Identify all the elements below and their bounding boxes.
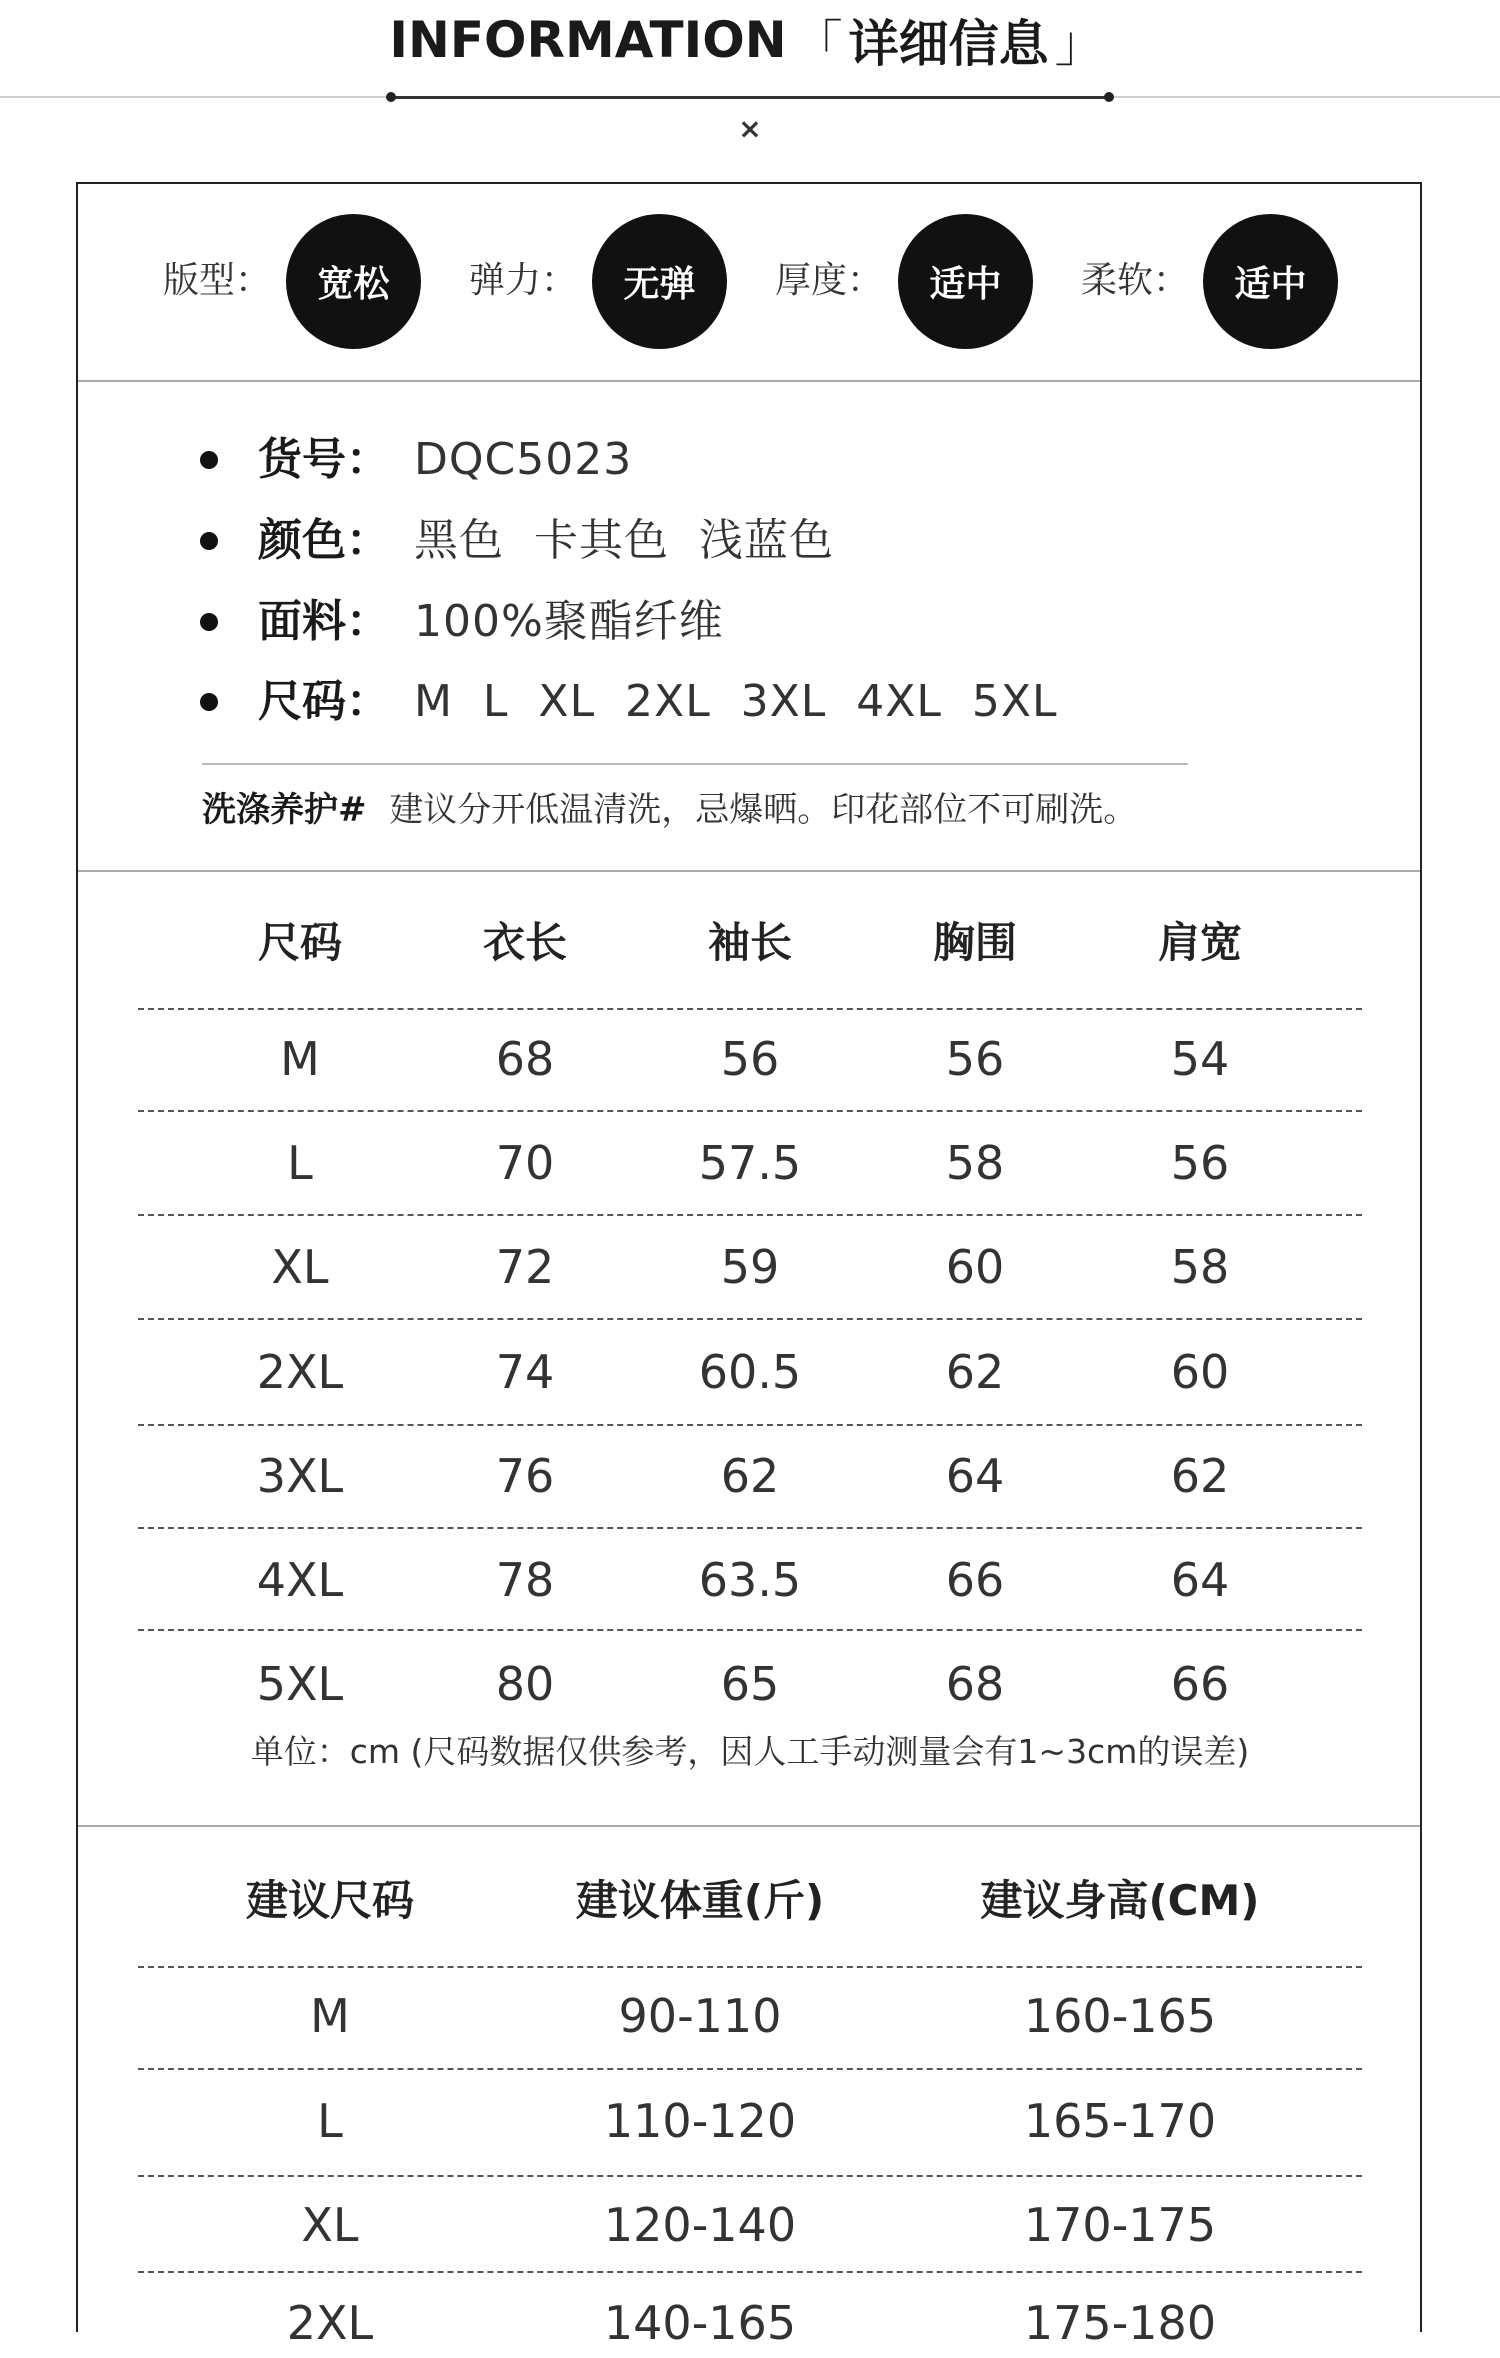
- care-label: 洗涤养护#: [202, 790, 367, 830]
- column-header: 建议体重(斤): [575, 1876, 825, 1925]
- column-header: 衣长: [482, 918, 567, 967]
- title-english: INFORMATION: [389, 11, 787, 69]
- table-cell: 60.5: [698, 1345, 802, 1399]
- section-divider-specs: [78, 870, 1420, 872]
- table-cell: 5XL: [256, 1657, 344, 1711]
- table-cell: M: [310, 1989, 350, 2043]
- spec-item: [200, 592, 724, 652]
- table-cell: 170-175: [1023, 2198, 1217, 2252]
- table-cell: 62: [945, 1345, 1005, 1399]
- table-cell: 90-110: [618, 1989, 782, 2043]
- table-cell: 66: [945, 1553, 1005, 1607]
- title-chinese: 详细信息: [848, 15, 1049, 73]
- care-instructions: [202, 785, 1137, 835]
- table-cell: 57.5: [698, 1136, 802, 1190]
- table-cell: 78: [495, 1553, 555, 1607]
- table-cell: 2XL: [286, 2296, 374, 2350]
- spec-value: 100%聚酯纤维: [414, 596, 724, 647]
- column-header: 建议身高(CM): [980, 1876, 1260, 1925]
- table-cell: 65: [720, 1657, 780, 1711]
- spec-label: 货号：: [258, 434, 390, 485]
- table-cell: 56: [720, 1032, 780, 1086]
- bullet-icon: [200, 693, 218, 711]
- table-cell: 58: [945, 1136, 1005, 1190]
- row-divider: [138, 2271, 1362, 2273]
- table-cell: 140-165: [603, 2296, 797, 2350]
- row-divider: [138, 2068, 1362, 2070]
- column-header: 胸围: [932, 918, 1017, 967]
- column-header: 尺码: [257, 918, 342, 967]
- attr-softness-label: 柔软：: [1081, 260, 1190, 301]
- table-cell: 58: [1170, 1240, 1230, 1294]
- attr-stretch-badge: 无弹: [592, 214, 727, 349]
- table-cell: 62: [720, 1449, 780, 1503]
- column-header: 肩宽: [1157, 918, 1242, 967]
- table-cell: 64: [1170, 1553, 1230, 1607]
- table-cell: 4XL: [256, 1553, 344, 1607]
- attr-thickness-label: 厚度：: [775, 260, 884, 301]
- table-cell: 54: [1170, 1032, 1230, 1086]
- bullet-icon: [200, 532, 218, 550]
- bullet-icon: [200, 613, 218, 631]
- spec-item: [200, 672, 1058, 732]
- table-cell: 120-140: [603, 2198, 797, 2252]
- table-cell: 110-120: [603, 2094, 797, 2148]
- care-text: 建议分开低温清洗，忌爆晒。印花部位不可刷洗。: [389, 790, 1138, 830]
- spec-value: DQC5023: [414, 434, 633, 485]
- spec-value: M L XL 2XL 3XL 4XL 5XL: [414, 676, 1058, 727]
- spec-value: 黑色 卡其色 浅蓝色: [414, 515, 834, 566]
- table-cell: M: [280, 1032, 320, 1086]
- table-cell: 160-165: [1023, 1989, 1217, 2043]
- row-divider: [138, 1008, 1362, 1010]
- row-divider: [138, 1214, 1362, 1216]
- table-cell: 63.5: [698, 1553, 802, 1607]
- table-cell: 68: [945, 1657, 1005, 1711]
- table-cell: 74: [495, 1345, 555, 1399]
- table-cell: L: [317, 2094, 343, 2148]
- row-divider: [138, 1424, 1362, 1426]
- size-unit-note: 单位：cm (尺码数据仅供参考，因人工手动测量会有1~3cm的误差): [250, 1732, 1250, 1771]
- table-cell: 62: [1170, 1449, 1230, 1503]
- page-title: [0, 10, 1500, 73]
- attr-softness-badge: 适中: [1203, 214, 1338, 349]
- divider-dot-right: [1104, 92, 1114, 102]
- table-cell: 72: [495, 1240, 555, 1294]
- row-divider: [138, 1110, 1362, 1112]
- row-divider: [138, 1966, 1362, 1968]
- spec-divider: [202, 763, 1188, 765]
- spec-label: 面料：: [258, 596, 390, 647]
- table-cell: 2XL: [256, 1345, 344, 1399]
- spec-label: 颜色：: [258, 515, 390, 566]
- attr-thickness-badge: 适中: [898, 214, 1033, 349]
- row-divider: [138, 2175, 1362, 2177]
- table-cell: 59: [720, 1240, 780, 1294]
- row-divider: [138, 1527, 1362, 1529]
- table-cell: XL: [271, 1240, 329, 1294]
- table-cell: 60: [945, 1240, 1005, 1294]
- table-cell: 64: [945, 1449, 1005, 1503]
- table-cell: 56: [945, 1032, 1005, 1086]
- section-divider-attributes: [78, 380, 1420, 382]
- table-cell: 76: [495, 1449, 555, 1503]
- spec-item: [200, 430, 632, 490]
- table-cell: 68: [495, 1032, 555, 1086]
- header-divider-accent: [390, 96, 1110, 99]
- table-cell: 66: [1170, 1657, 1230, 1711]
- divider-dot-left: [386, 92, 396, 102]
- title-bracket-close: 」: [1054, 15, 1105, 73]
- table-cell: L: [287, 1136, 313, 1190]
- table-cell: 60: [1170, 1345, 1230, 1399]
- column-header: 袖长: [707, 918, 792, 967]
- section-divider-size-table: [78, 1825, 1420, 1827]
- spec-label: 尺码：: [258, 676, 390, 727]
- attr-fit-label: 版型：: [163, 260, 272, 301]
- table-cell: 70: [495, 1136, 555, 1190]
- table-cell: 3XL: [256, 1449, 344, 1503]
- row-divider: [138, 1629, 1362, 1631]
- row-divider: [138, 1318, 1362, 1320]
- table-cell: 165-170: [1023, 2094, 1217, 2148]
- attr-fit-badge: 宽松: [286, 214, 421, 349]
- header-cross-mark: ×: [738, 112, 762, 145]
- column-header: 建议尺码: [245, 1876, 414, 1925]
- attr-stretch-label: 弹力：: [469, 260, 578, 301]
- spec-item: [200, 511, 834, 571]
- table-cell: 175-180: [1023, 2296, 1217, 2350]
- title-bracket-open: 「: [792, 15, 843, 73]
- table-cell: 56: [1170, 1136, 1230, 1190]
- table-cell: 80: [495, 1657, 555, 1711]
- bullet-icon: [200, 451, 218, 469]
- table-cell: XL: [301, 2198, 359, 2252]
